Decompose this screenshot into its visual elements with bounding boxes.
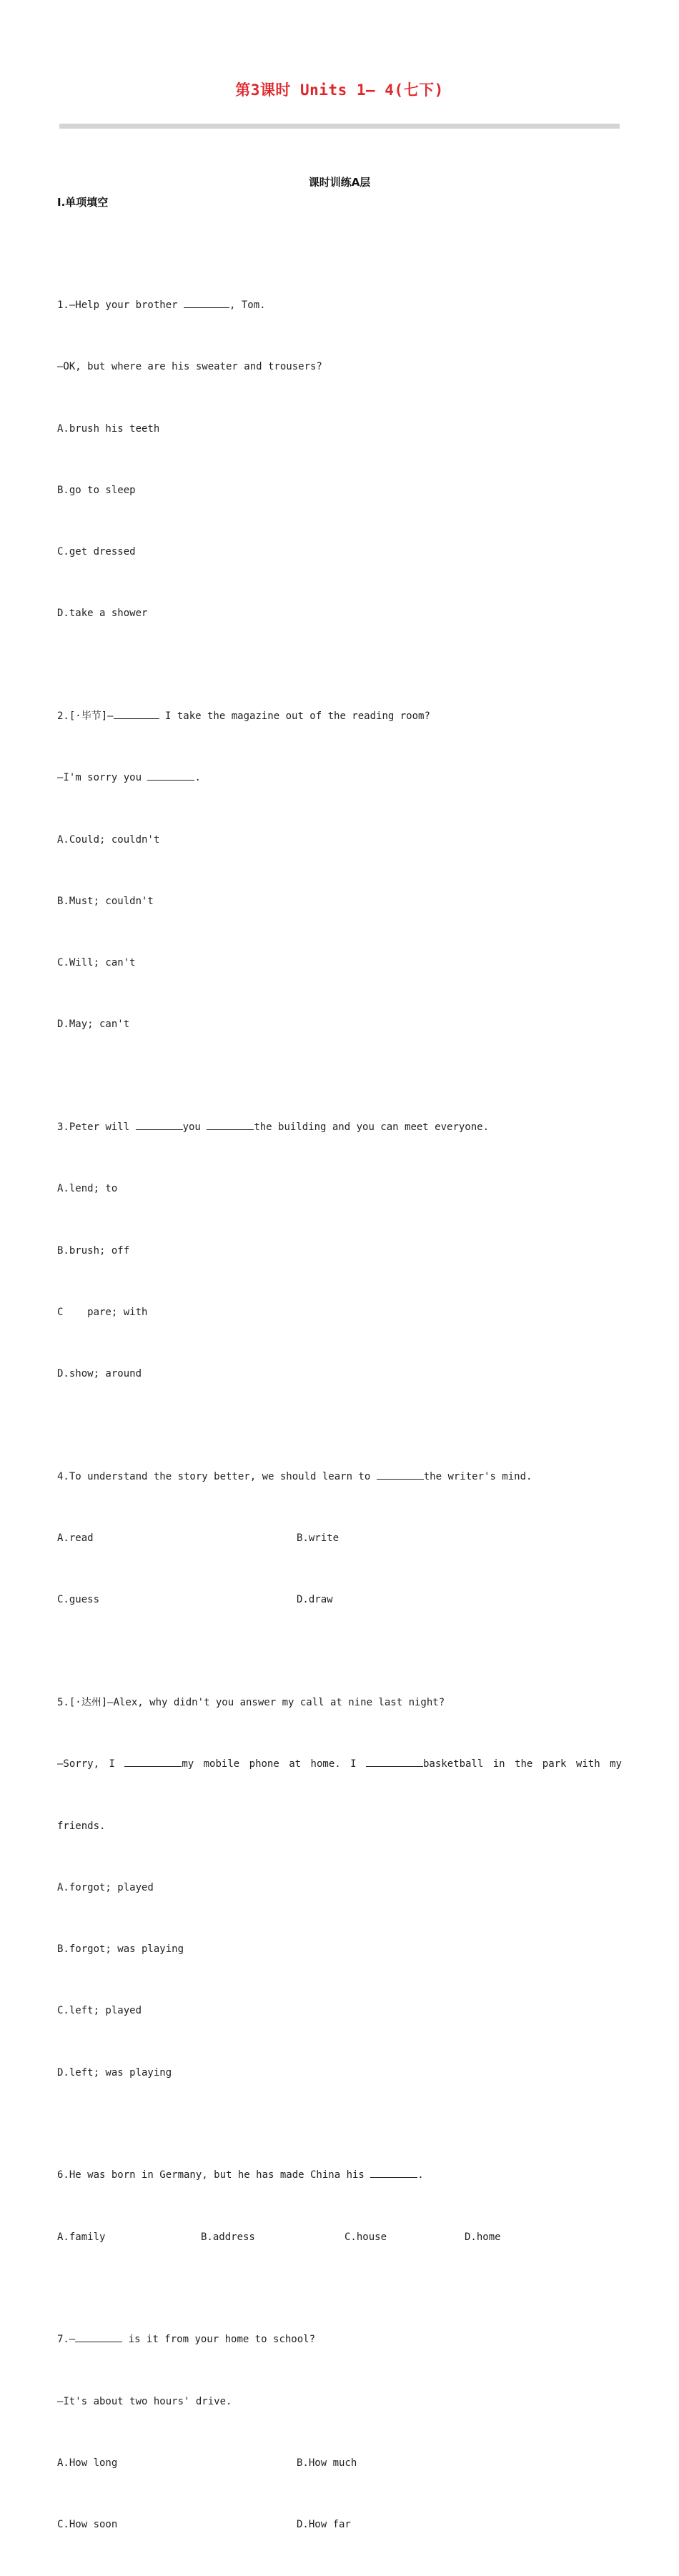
answer-blank xyxy=(124,1755,182,1767)
question-6-stem: 6.He was born in Germany, but he has made China his . xyxy=(57,2165,622,2186)
question-1-option-c: C.get dressed xyxy=(57,546,136,558)
question-4-option-c: C.guess xyxy=(57,1594,100,1606)
answer-blank xyxy=(147,768,194,781)
question-4-options-row-2 xyxy=(57,1590,622,1610)
question-list xyxy=(57,213,622,2576)
question-3-stem: 3.Peter will you the building and you can meet everyone. xyxy=(57,1117,622,1138)
question-4-options-row-1 xyxy=(57,1528,622,1549)
question-1-reply: —OK, but where are his sweater and trousers? xyxy=(57,361,322,373)
question-5-stem: 5.[·达州]—Alex, why didn't you answer my call at nine last night? xyxy=(57,1697,445,1708)
question-6-option-d: D.home xyxy=(465,2231,501,2243)
question-5-reply: —Sorry, I my mobile phone at home. I basketball in the park with my xyxy=(57,1754,622,1775)
lesson-subtitle: 课时训练A层 xyxy=(308,176,371,189)
answer-blank xyxy=(366,1755,423,1767)
question-4-option-a: A.read xyxy=(57,1532,94,1544)
question-2-stem: 2.[·毕节]— I take the magazine out of the reading room? xyxy=(57,706,622,727)
question-7-option-b: B.How much xyxy=(297,2457,357,2469)
question-2-option-b: B.Must; couldn't xyxy=(57,895,154,907)
question-5-option-a: A.forgot; played xyxy=(57,1881,154,1893)
question-6-option-b: B.address xyxy=(201,2231,255,2243)
answer-blank xyxy=(184,296,229,308)
question-1-stem: 1.—Help your brother , Tom. xyxy=(57,295,622,316)
question-7-option-c: C.How soon xyxy=(57,2519,118,2530)
question-5-option-b: B.forgot; was playing xyxy=(57,1943,184,1955)
answer-blank xyxy=(207,1118,254,1130)
question-7-stem: 7.— is it from your home to school? xyxy=(57,2329,622,2350)
answer-blank xyxy=(75,2330,122,2342)
answer-blank xyxy=(370,2166,417,2178)
question-1-option-b: B.go to sleep xyxy=(57,484,136,496)
question-5-reply-continued: friends. xyxy=(57,1820,106,1832)
question-5-option-c: C.left; played xyxy=(57,2005,142,2017)
question-2-option-d: D.May; can't xyxy=(57,1019,130,1031)
page-title: 第3课时 Units 1— 4(七下) xyxy=(235,81,444,99)
header-divider xyxy=(59,124,620,129)
question-5-option-d: D.left; was playing xyxy=(57,2066,172,2079)
question-4-stem: 4.To understand the story better, we should learn to the writer's mind. xyxy=(57,1467,622,1487)
answer-blank xyxy=(377,1467,424,1480)
question-1-option-a: A.brush his teeth xyxy=(57,422,160,435)
question-6-option-a: A.family xyxy=(57,2231,106,2243)
question-7-option-d: D.How far xyxy=(297,2519,351,2530)
question-3-option-c: C pare; with xyxy=(57,1306,148,1318)
question-7-options-row-2 xyxy=(57,2515,622,2535)
question-7-reply: —It's about two hours' drive. xyxy=(57,2395,232,2407)
question-2-option-a: A.Could; couldn't xyxy=(57,833,160,846)
section-heading: Ⅰ.单项填空 xyxy=(57,196,109,209)
question-7-options-row-1 xyxy=(57,2453,622,2474)
answer-blank xyxy=(136,1118,183,1130)
question-4-option-b: B.write xyxy=(297,1532,340,1544)
question-3-option-b: B.brush; off xyxy=(57,1244,130,1257)
question-2-option-c: C.Will; can't xyxy=(57,957,136,969)
question-3-option-d: D.show; around xyxy=(57,1368,142,1379)
answer-blank xyxy=(114,707,159,719)
question-2-reply: —I'm sorry you . xyxy=(57,768,622,788)
question-1-option-d: D.take a shower xyxy=(57,608,148,620)
question-7-option-a: A.How long xyxy=(57,2457,118,2469)
question-6-option-c: C.house xyxy=(345,2231,387,2243)
question-4-option-d: D.draw xyxy=(297,1594,333,1606)
question-3-option-a: A.lend; to xyxy=(57,1183,118,1195)
question-6-options-row xyxy=(57,2227,622,2248)
